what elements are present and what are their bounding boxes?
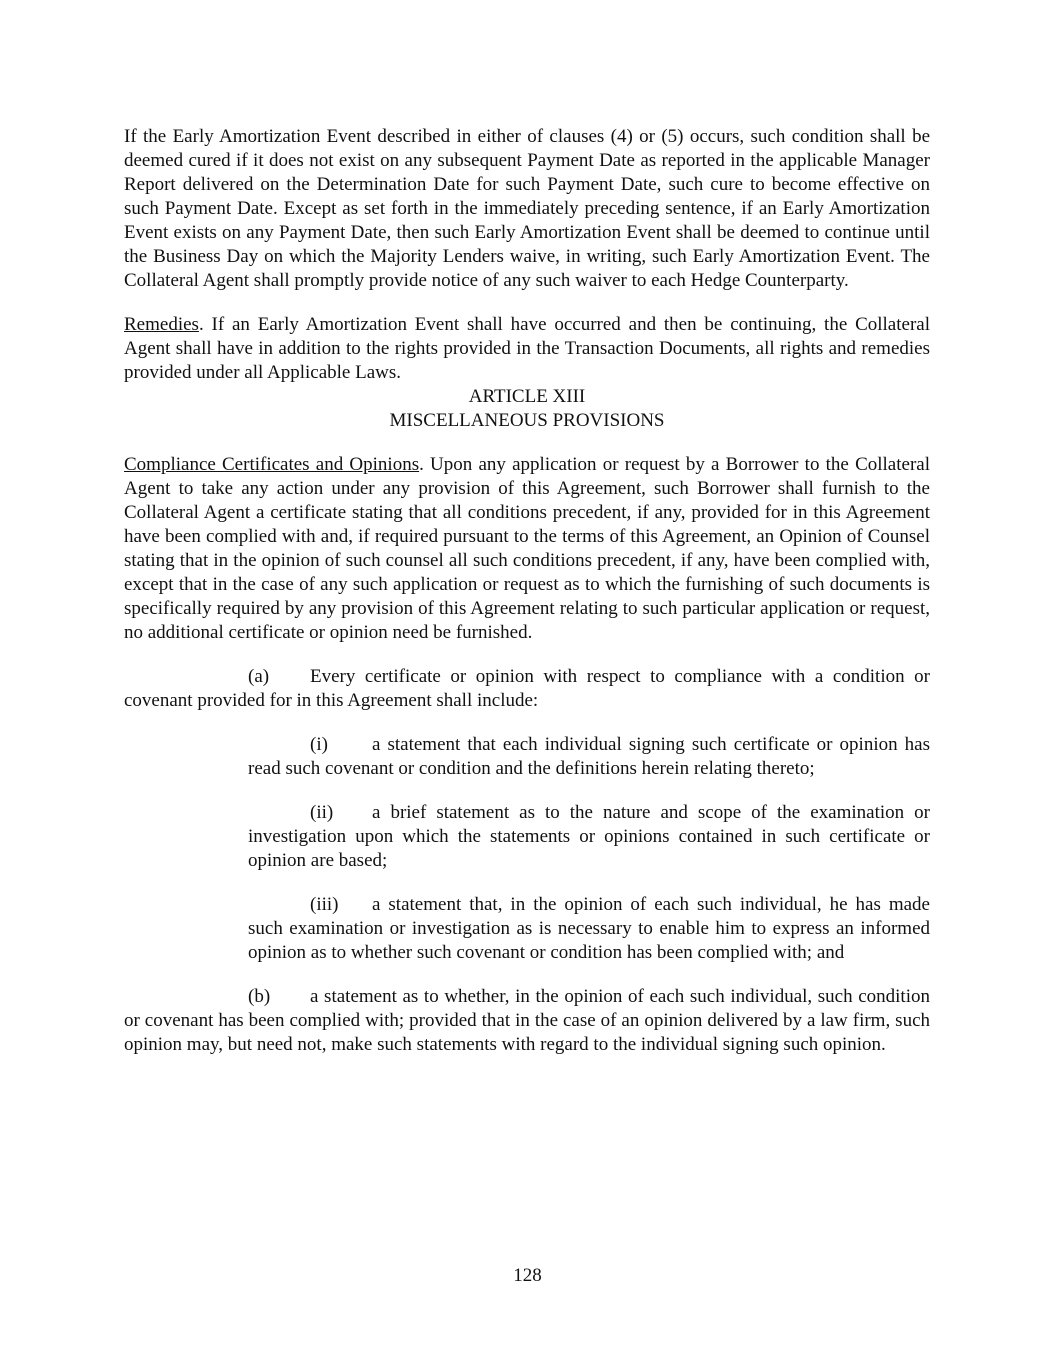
clause-b — [124, 985, 930, 1057]
clause-ii-text: a brief statement as to the nature and scope of the examination or investigation upon which the statements or opinions contained in such certificate or opinion are based; — [248, 802, 930, 871]
clause-b-number: (b) — [248, 986, 271, 1007]
remedies-heading: Remedies — [124, 314, 199, 335]
clause-a — [124, 665, 930, 713]
page-number: 128 — [513, 1265, 542, 1286]
remedies-text: . If an Early Amortization Event shall have occurred and then be continuing, the Collateral Agent shall have in addition to the rights provided in the Transaction Documents, all rights and remedies provided under all Applicable Laws. — [124, 314, 930, 383]
clause-a-text: Every certificate or opinion with respect to compliance with a condition or covenant provided for in this Agreement shall include: — [124, 666, 930, 711]
clause-i-text: a statement that each individual signing such certificate or opinion has read such covenant or condition and the definitions herein relating thereto; — [248, 734, 930, 779]
clause-iii-text: a statement that, in the opinion of each such individual, he has made such examination or investigation as is necessary to enable him to express an informed opinion as to whether such covenant or condition has been complied with; and — [248, 894, 930, 963]
remedies-paragraph — [124, 313, 930, 385]
compliance-text: . Upon any application or request by a Borrower to the Collateral Agent to take any action under any provision of this Agreement, such Borrower shall furnish to the Collateral Agent a certificate stating that all conditions precedent, if any, provided for in this Agreement have been complied with and, if required pursuant to the terms of this Agreement, an Opinion of Counsel stating that in the opinion of such counsel all such conditions precedent, if any, have been complied with, except that in the case of any such application or request as to which the furnishing of such documents is specifically required by any provision of this Agreement relating to such particular application or request, no additional certificate or opinion need be furnished. — [124, 454, 930, 643]
cure-paragraph: If the Early Amortization Event described in either of clauses (4) or (5) occurs, such condition shall be deemed cured if it does not exist on any subsequent Payment Date as reported in the applicable Manager Report delivered on the Determination Date for such Payment Date, such cure to become effective on such Payment Date. Except as set forth in the immediately preceding sentence, if an Early Amortization Event exists on any Payment Date, then such Early Amortization Event shall be deemed to continue until the Business Day on which the Majority Lenders waive, in writing, such Early Amortization Event. The Collateral Agent shall promptly provide notice of any such waiver to each Hedge Counterparty. — [124, 126, 930, 291]
clause-a-number: (a) — [248, 666, 270, 687]
clause-ii — [248, 801, 930, 873]
clause-ii-number: (ii) — [310, 802, 334, 823]
document-page — [124, 125, 930, 1057]
article-title: MISCELLANEOUS PROVISIONS — [389, 410, 665, 431]
clause-i-number: (i) — [310, 734, 328, 755]
compliance-heading: Compliance Certificates and Opinions — [124, 454, 420, 475]
compliance-paragraph — [124, 453, 930, 645]
clause-iii — [248, 893, 930, 965]
article-number: ARTICLE XIII — [468, 386, 586, 407]
clause-b-text: a statement as to whether, in the opinion of each such individual, such condition or covenant has been complied with; provided that in the case of an opinion delivered by a law firm, such opinion may, but need not, make such statements with regard to the individual signing such opinion. — [124, 986, 930, 1055]
clause-i — [248, 733, 930, 781]
clause-iii-number: (iii) — [310, 894, 339, 915]
